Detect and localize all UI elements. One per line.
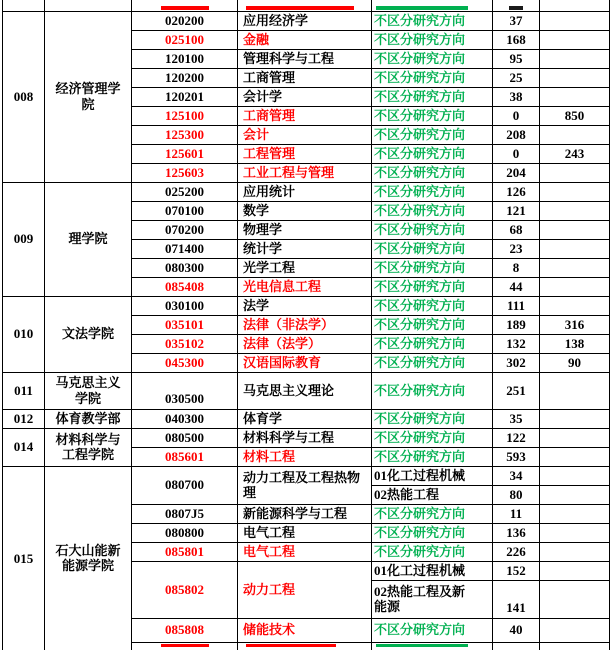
count2-cell: 138	[540, 334, 610, 353]
major-name-cell: 体育学	[238, 409, 372, 428]
count2-cell	[540, 485, 610, 504]
school-name-cell	[45, 0, 132, 11]
school-code-cell: 014	[3, 428, 45, 466]
table-row	[3, 296, 610, 315]
count-cell: 141	[493, 580, 540, 618]
major-code-cell: 020200	[132, 11, 238, 30]
direction-cell: 不区分研究方向	[372, 106, 493, 125]
count2-cell	[540, 87, 610, 106]
major-code-cell: 045300	[132, 353, 238, 372]
major-code-cell: 070200	[132, 220, 238, 239]
count-cell: 34	[493, 466, 540, 485]
major-code-cell: 080300	[132, 258, 238, 277]
school-name-cell: 石大山能新能源学院	[45, 466, 132, 650]
clipped-text-fragment	[161, 6, 209, 10]
major-name-cell: 工商管理	[238, 106, 372, 125]
school-name-cell: 文法学院	[45, 296, 132, 372]
major-code-cell: 080700	[132, 466, 238, 504]
direction-cell: 不区分研究方向	[372, 315, 493, 334]
count-cell: 152	[493, 561, 540, 580]
direction-cell: 不区分研究方向	[372, 68, 493, 87]
count-cell: 168	[493, 30, 540, 49]
major-name-cell: 光电信息工程	[238, 277, 372, 296]
major-name-cell: 统计学	[238, 239, 372, 258]
major-code-cell: 125100	[132, 106, 238, 125]
major-name-cell: 光学工程	[238, 258, 372, 277]
direction-cell: 不区分研究方向	[372, 30, 493, 49]
count-cell: 0	[493, 144, 540, 163]
clipped-text-fragment	[246, 644, 336, 647]
count2-cell: 316	[540, 315, 610, 334]
major-name-cell: 动力工程及工程热物理	[238, 466, 372, 504]
major-code-cell: 080500	[132, 428, 238, 447]
major-name-cell: 法学	[238, 296, 372, 315]
clipped-text-fragment	[246, 6, 354, 10]
direction-cell: 不区分研究方向	[372, 49, 493, 68]
major-name-cell: 物理学	[238, 220, 372, 239]
clipped-text-fragment	[161, 644, 209, 647]
count-cell	[493, 642, 540, 650]
count2-cell	[540, 580, 610, 618]
table-body	[3, 0, 610, 650]
major-code-cell: 125603	[132, 163, 238, 182]
direction-cell: 不区分研究方向	[372, 201, 493, 220]
major-code-cell: 085808	[132, 618, 238, 642]
direction-cell: 不区分研究方向	[372, 504, 493, 523]
count2-cell	[540, 428, 610, 447]
direction-cell: 不区分研究方向	[372, 220, 493, 239]
count2-cell	[540, 201, 610, 220]
count-cell: 121	[493, 201, 540, 220]
count2-cell	[540, 466, 610, 485]
count2-cell	[540, 542, 610, 561]
major-name-cell: 电气工程	[238, 542, 372, 561]
school-code-cell: 008	[3, 11, 45, 182]
major-code-cell	[132, 642, 238, 650]
school-name-cell: 马克思主义学院	[45, 372, 132, 409]
count2-cell	[540, 68, 610, 87]
major-name-cell: 工商管理	[238, 68, 372, 87]
count-cell: 136	[493, 523, 540, 542]
direction-cell: 01化工过程机械	[372, 466, 493, 485]
count-cell: 208	[493, 125, 540, 144]
school-code-cell: 015	[3, 466, 45, 650]
major-name-cell: 管理科学与工程	[238, 49, 372, 68]
count2-cell	[540, 239, 610, 258]
count2-cell	[540, 277, 610, 296]
table-row	[3, 428, 610, 447]
direction-cell: 不区分研究方向	[372, 353, 493, 372]
count-cell: 204	[493, 163, 540, 182]
direction-cell: 不区分研究方向	[372, 296, 493, 315]
direction-cell	[372, 0, 493, 11]
major-name-cell: 马克思主义理论	[238, 372, 372, 409]
table-row	[3, 182, 610, 201]
count-cell: 226	[493, 542, 540, 561]
count2-cell	[540, 182, 610, 201]
major-name-cell: 汉语国际教育	[238, 353, 372, 372]
school-name-cell: 理学院	[45, 182, 132, 296]
major-code-cell: 035102	[132, 334, 238, 353]
major-name-cell: 应用经济学	[238, 11, 372, 30]
table-row	[3, 409, 610, 428]
major-name-cell: 数学	[238, 201, 372, 220]
count2-cell: 243	[540, 144, 610, 163]
direction-cell: 不区分研究方向	[372, 144, 493, 163]
direction-cell: 01化工过程机械	[372, 561, 493, 580]
direction-cell: 不区分研究方向	[372, 239, 493, 258]
direction-cell: 不区分研究方向	[372, 163, 493, 182]
major-code-cell: 085802	[132, 561, 238, 618]
table-row	[3, 11, 610, 30]
school-name-cell: 材料科学与工程学院	[45, 428, 132, 466]
count2-cell	[540, 561, 610, 580]
major-name-cell: 工业工程与管理	[238, 163, 372, 182]
school-name-cell: 体育教学部	[45, 409, 132, 428]
direction-cell: 02热能工程	[372, 485, 493, 504]
major-code-cell: 085601	[132, 447, 238, 466]
major-name-cell: 电气工程	[238, 523, 372, 542]
major-code-cell	[132, 0, 238, 11]
direction-cell: 不区分研究方向	[372, 447, 493, 466]
count-cell: 68	[493, 220, 540, 239]
direction-cell: 不区分研究方向	[372, 277, 493, 296]
major-code-cell: 025100	[132, 30, 238, 49]
major-code-cell: 070100	[132, 201, 238, 220]
count-cell: 95	[493, 49, 540, 68]
count-cell: 25	[493, 68, 540, 87]
count2-cell	[540, 125, 610, 144]
count-cell: 302	[493, 353, 540, 372]
school-name-cell: 经济管理学院	[45, 11, 132, 182]
direction-cell: 不区分研究方向	[372, 542, 493, 561]
clipped-text-fragment	[376, 6, 468, 10]
count2-cell	[540, 447, 610, 466]
major-name-cell	[238, 642, 372, 650]
count2-cell	[540, 618, 610, 642]
major-code-cell: 120201	[132, 87, 238, 106]
count2-cell	[540, 49, 610, 68]
major-code-cell: 025200	[132, 182, 238, 201]
major-name-cell: 法律（法学）	[238, 334, 372, 353]
count2-cell	[540, 220, 610, 239]
count-cell: 23	[493, 239, 540, 258]
major-name-cell: 会计	[238, 125, 372, 144]
major-name-cell: 金融	[238, 30, 372, 49]
direction-cell: 不区分研究方向	[372, 409, 493, 428]
major-name-cell: 材料工程	[238, 447, 372, 466]
major-code-cell: 125300	[132, 125, 238, 144]
direction-cell: 不区分研究方向	[372, 182, 493, 201]
direction-cell: 不区分研究方向	[372, 428, 493, 447]
clipped-text-fragment	[376, 644, 468, 647]
major-name-cell: 应用统计	[238, 182, 372, 201]
major-code-cell: 120200	[132, 68, 238, 87]
count2-cell	[540, 30, 610, 49]
major-code-cell: 085408	[132, 277, 238, 296]
major-code-cell: 125601	[132, 144, 238, 163]
school-code-cell: 010	[3, 296, 45, 372]
count-cell: 11	[493, 504, 540, 523]
clipped-row-top	[3, 0, 610, 11]
count2-cell	[540, 163, 610, 182]
count2-cell	[540, 258, 610, 277]
direction-cell	[372, 642, 493, 650]
count-cell: 189	[493, 315, 540, 334]
major-code-cell: 035101	[132, 315, 238, 334]
major-name-cell	[238, 0, 372, 11]
school-code-cell: 011	[3, 372, 45, 409]
count-cell: 40	[493, 618, 540, 642]
major-name-cell: 材料科学与工程	[238, 428, 372, 447]
count2-cell	[540, 504, 610, 523]
school-code-cell: 012	[3, 409, 45, 428]
count-cell: 0	[493, 106, 540, 125]
count2-cell: 850	[540, 106, 610, 125]
major-name-cell: 动力工程	[238, 561, 372, 618]
count2-cell: 90	[540, 353, 610, 372]
direction-cell: 02热能工程及新能源	[372, 580, 493, 618]
direction-cell: 不区分研究方向	[372, 372, 493, 409]
count-cell: 122	[493, 428, 540, 447]
major-code-cell: 120100	[132, 49, 238, 68]
count-cell: 251	[493, 372, 540, 409]
count-cell	[493, 0, 540, 11]
major-code-cell: 030500	[132, 372, 238, 409]
major-code-cell: 085801	[132, 542, 238, 561]
direction-cell: 不区分研究方向	[372, 11, 493, 30]
direction-cell: 不区分研究方向	[372, 87, 493, 106]
school-code-cell	[3, 0, 45, 11]
count2-cell	[540, 642, 610, 650]
count2-cell	[540, 409, 610, 428]
count2-cell	[540, 11, 610, 30]
major-code-cell: 040300	[132, 409, 238, 428]
major-name-cell: 储能技术	[238, 618, 372, 642]
major-code-cell: 080800	[132, 523, 238, 542]
direction-cell: 不区分研究方向	[372, 125, 493, 144]
table-row	[3, 466, 610, 485]
major-name-cell: 法律（非法学）	[238, 315, 372, 334]
count-cell: 132	[493, 334, 540, 353]
direction-cell: 不区分研究方向	[372, 258, 493, 277]
major-code-cell: 071400	[132, 239, 238, 258]
count-cell: 111	[493, 296, 540, 315]
count2-cell	[540, 372, 610, 409]
count2-cell	[540, 0, 610, 11]
major-code-cell: 0807J5	[132, 504, 238, 523]
count-cell: 593	[493, 447, 540, 466]
count-cell: 126	[493, 182, 540, 201]
clipped-text-fragment	[509, 6, 523, 10]
count-cell: 44	[493, 277, 540, 296]
direction-cell: 不区分研究方向	[372, 334, 493, 353]
count-cell: 8	[493, 258, 540, 277]
count-cell: 38	[493, 87, 540, 106]
major-name-cell: 工程管理	[238, 144, 372, 163]
major-name-cell: 会计学	[238, 87, 372, 106]
count-cell: 37	[493, 11, 540, 30]
major-name-cell: 新能源科学与工程	[238, 504, 372, 523]
enrollment-table	[2, 0, 610, 650]
direction-cell: 不区分研究方向	[372, 523, 493, 542]
count-cell: 80	[493, 485, 540, 504]
direction-cell: 不区分研究方向	[372, 618, 493, 642]
count2-cell	[540, 523, 610, 542]
table-row	[3, 372, 610, 409]
school-code-cell: 009	[3, 182, 45, 296]
count2-cell	[540, 296, 610, 315]
major-code-cell: 030100	[132, 296, 238, 315]
count-cell: 35	[493, 409, 540, 428]
